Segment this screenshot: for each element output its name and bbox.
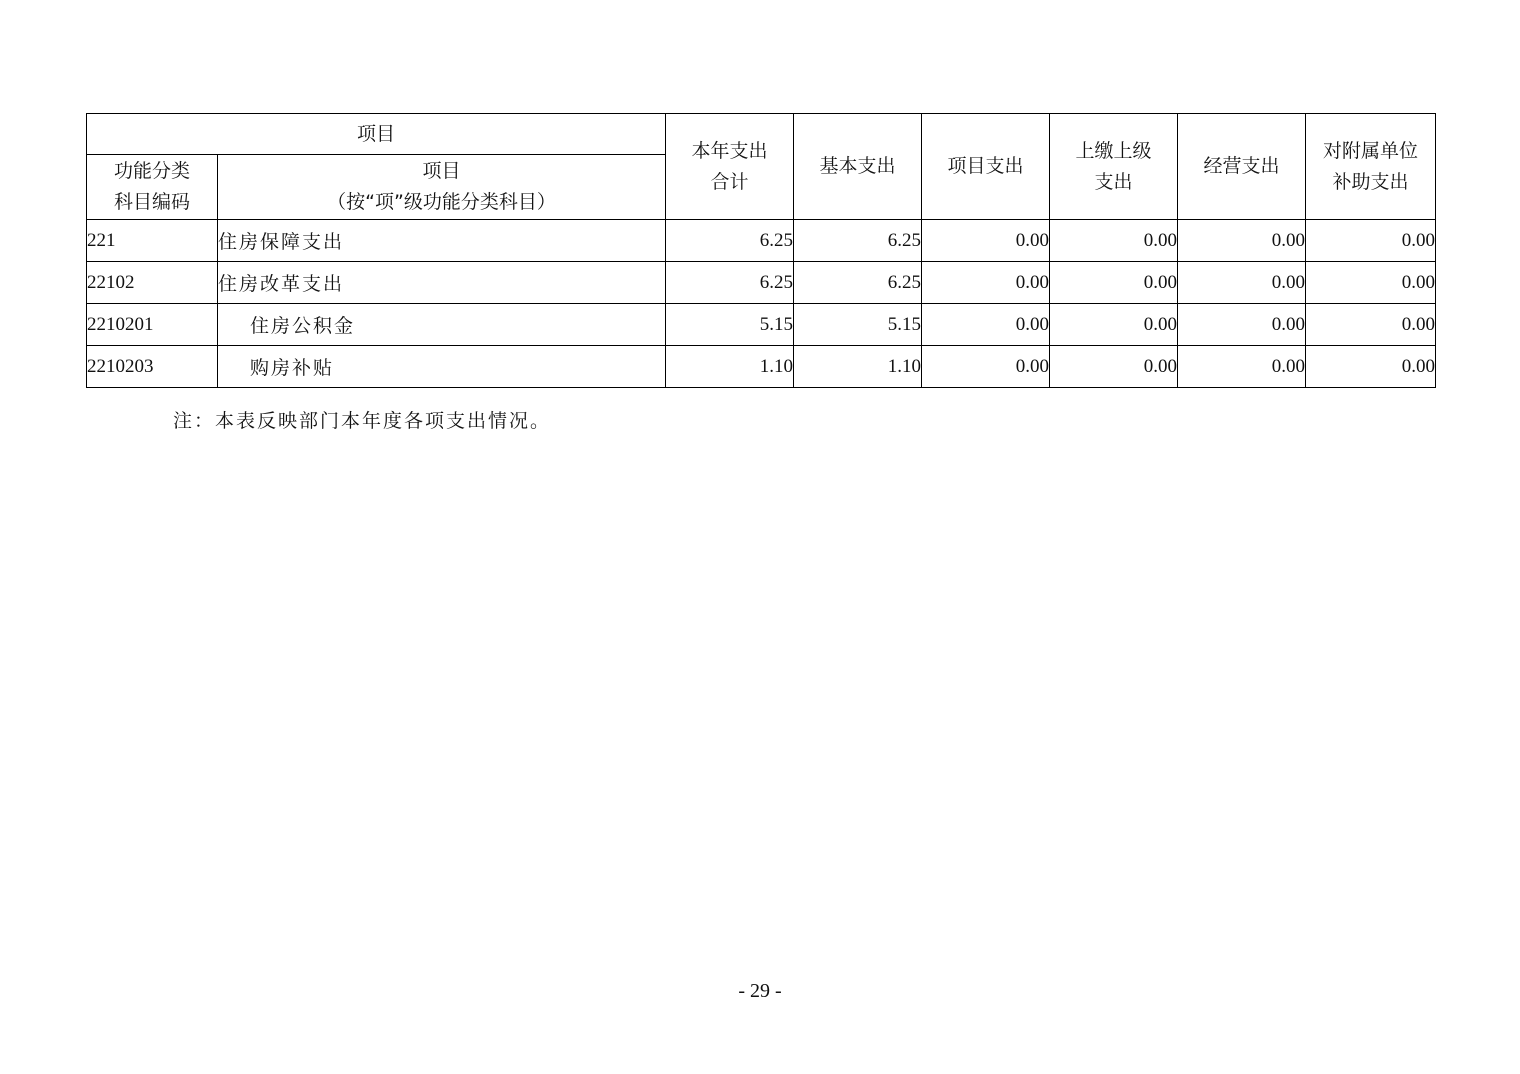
row-code: 2210201 [87,304,218,346]
cell-total: 1.10 [666,346,794,388]
cell-subsidy: 0.00 [1306,220,1436,262]
cell-project: 0.00 [922,346,1050,388]
cell-basic: 6.25 [794,220,922,262]
cell-subsidy: 0.00 [1306,262,1436,304]
cell-operating: 0.00 [1178,346,1306,388]
cell-operating: 0.00 [1178,220,1306,262]
header-code: 功能分类 科目编码 [87,155,218,220]
cell-basic: 6.25 [794,262,922,304]
cell-remit: 0.00 [1050,304,1178,346]
header-col-operating: 经营支出 [1178,114,1306,220]
table-row [87,346,1436,388]
header-col-project: 项目支出 [922,114,1050,220]
header-col-remit: 上缴上级 支出 [1050,114,1178,220]
row-name: 住房保障支出 [218,220,666,262]
page-number: - 29 - [738,980,782,1002]
expenditure-table [86,113,1436,388]
cell-project: 0.00 [922,262,1050,304]
header-name: 项目 （按“项”级功能分类科目） [218,155,666,220]
cell-remit: 0.00 [1050,346,1178,388]
row-code: 221 [87,220,218,262]
cell-remit: 0.00 [1050,220,1178,262]
cell-basic: 1.10 [794,346,922,388]
row-name: 购房补贴 [218,346,666,388]
cell-basic: 5.15 [794,304,922,346]
header-col-basic: 基本支出 [794,114,922,220]
row-code: 2210203 [87,346,218,388]
table-note: 注：本表反映部门本年度各项支出情况。 [173,410,552,432]
cell-remit: 0.00 [1050,262,1178,304]
header-col-total: 本年支出 合计 [666,114,794,220]
cell-subsidy: 0.00 [1306,304,1436,346]
table-row [87,262,1436,304]
cell-total: 6.25 [666,262,794,304]
cell-total: 5.15 [666,304,794,346]
cell-operating: 0.00 [1178,262,1306,304]
cell-project: 0.00 [922,220,1050,262]
header-project-group: 项目 [87,114,666,155]
cell-project: 0.00 [922,304,1050,346]
row-name: 住房改革支出 [218,262,666,304]
cell-operating: 0.00 [1178,304,1306,346]
table-row [87,304,1436,346]
header-col-subsidy: 对附属单位 补助支出 [1306,114,1436,220]
cell-total: 6.25 [666,220,794,262]
row-code: 22102 [87,262,218,304]
row-name: 住房公积金 [218,304,666,346]
table-row [87,220,1436,262]
cell-subsidy: 0.00 [1306,346,1436,388]
